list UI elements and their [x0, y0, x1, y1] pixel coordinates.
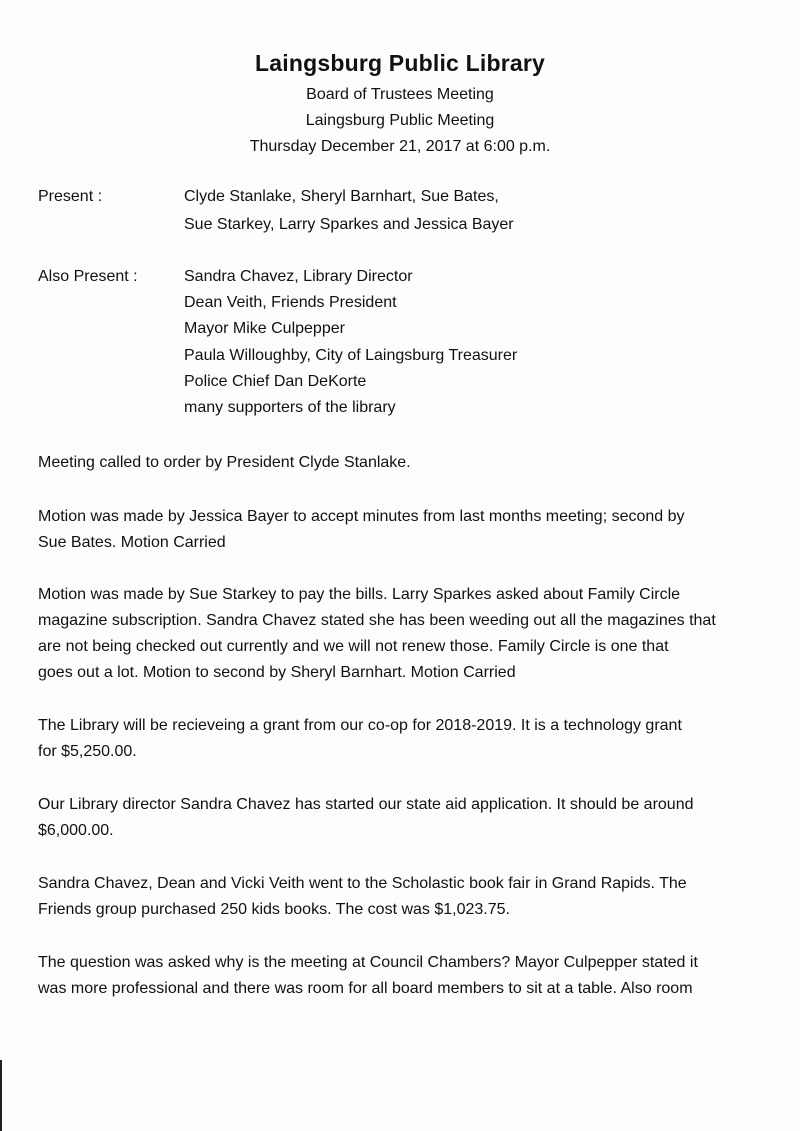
- paragraph-council-chambers: [38, 950, 768, 1002]
- also-present-line-1: Sandra Chavez, Library Director: [184, 268, 413, 285]
- paragraph-technology-grant: [38, 713, 768, 765]
- paragraph-line: Sue Bates. Motion Carried: [38, 534, 226, 551]
- paragraph-call-to-order: [38, 450, 768, 476]
- meeting-date: Thursday December 21, 2017 at 6:00 p.m.: [249, 138, 551, 155]
- present-label: Present :: [38, 188, 103, 205]
- paragraph-line: goes out a lot. Motion to second by Sheryl Barnhart. Motion Carried: [38, 664, 516, 681]
- paragraph-line: The Library will be recieveing a grant from our co-op for 2018-2019. It is a technology grant: [38, 717, 682, 734]
- paragraph-line: Meeting called to order by President Clyde Stanlake.: [38, 454, 411, 471]
- paragraph-line: Motion was made by Sue Starkey to pay the bills. Larry Sparkes asked about Family Circle: [38, 586, 681, 603]
- also-present-label: Also Present :: [38, 268, 138, 285]
- scan-edge-mark: [0, 1060, 2, 1131]
- document-title: Laingsburg Public Library: [255, 50, 545, 76]
- paragraph-line: was more professional and there was room for all board members to sit at a table. Also room: [38, 980, 693, 997]
- paragraph-line: Friends group purchased 250 kids books. The cost was $1,023.75.: [38, 901, 510, 918]
- paragraph-book-fair: [38, 871, 768, 923]
- paragraph-bills-motion: [38, 582, 768, 686]
- paragraph-line: The question was asked why is the meeting at Council Chambers? Mayor Culpepper stated it: [38, 954, 698, 971]
- also-present-line-3: Mayor Mike Culpepper: [184, 320, 345, 337]
- present-line-1: Clyde Stanlake, Sheryl Barnhart, Sue Bates,: [184, 188, 499, 205]
- paragraph-line: $6,000.00.: [38, 822, 114, 839]
- paragraph-line: magazine subscription. Sandra Chavez stated she has been weeding out all the magazines that: [38, 612, 716, 629]
- meeting-type: Board of Trustees Meeting: [306, 86, 494, 103]
- also-present-line-6: many supporters of the library: [184, 399, 396, 416]
- also-present-line-4: Paula Willoughby, City of Laingsburg Treasurer: [184, 347, 518, 364]
- paragraph-state-aid: [38, 792, 768, 844]
- also-present-line-5: Police Chief Dan DeKorte: [184, 373, 367, 390]
- meeting-name: Laingsburg Public Meeting: [305, 112, 495, 129]
- present-line-2: Sue Starkey, Larry Sparkes and Jessica Bayer: [184, 216, 514, 233]
- paragraph-line: Motion was made by Jessica Bayer to accept minutes from last months meeting; second by: [38, 508, 685, 525]
- paragraph-line: are not being checked out currently and we will not renew those. Family Circle is one that: [38, 638, 669, 655]
- also-present-line-2: Dean Veith, Friends President: [184, 294, 397, 311]
- paragraph-line: for $5,250.00.: [38, 743, 137, 760]
- paragraph-minutes-motion: [38, 504, 768, 556]
- paragraph-line: Our Library director Sandra Chavez has started our state aid application. It should be around: [38, 796, 694, 813]
- paragraph-line: Sandra Chavez, Dean and Vicki Veith went to the Scholastic book fair in Grand Rapids. The: [38, 875, 687, 892]
